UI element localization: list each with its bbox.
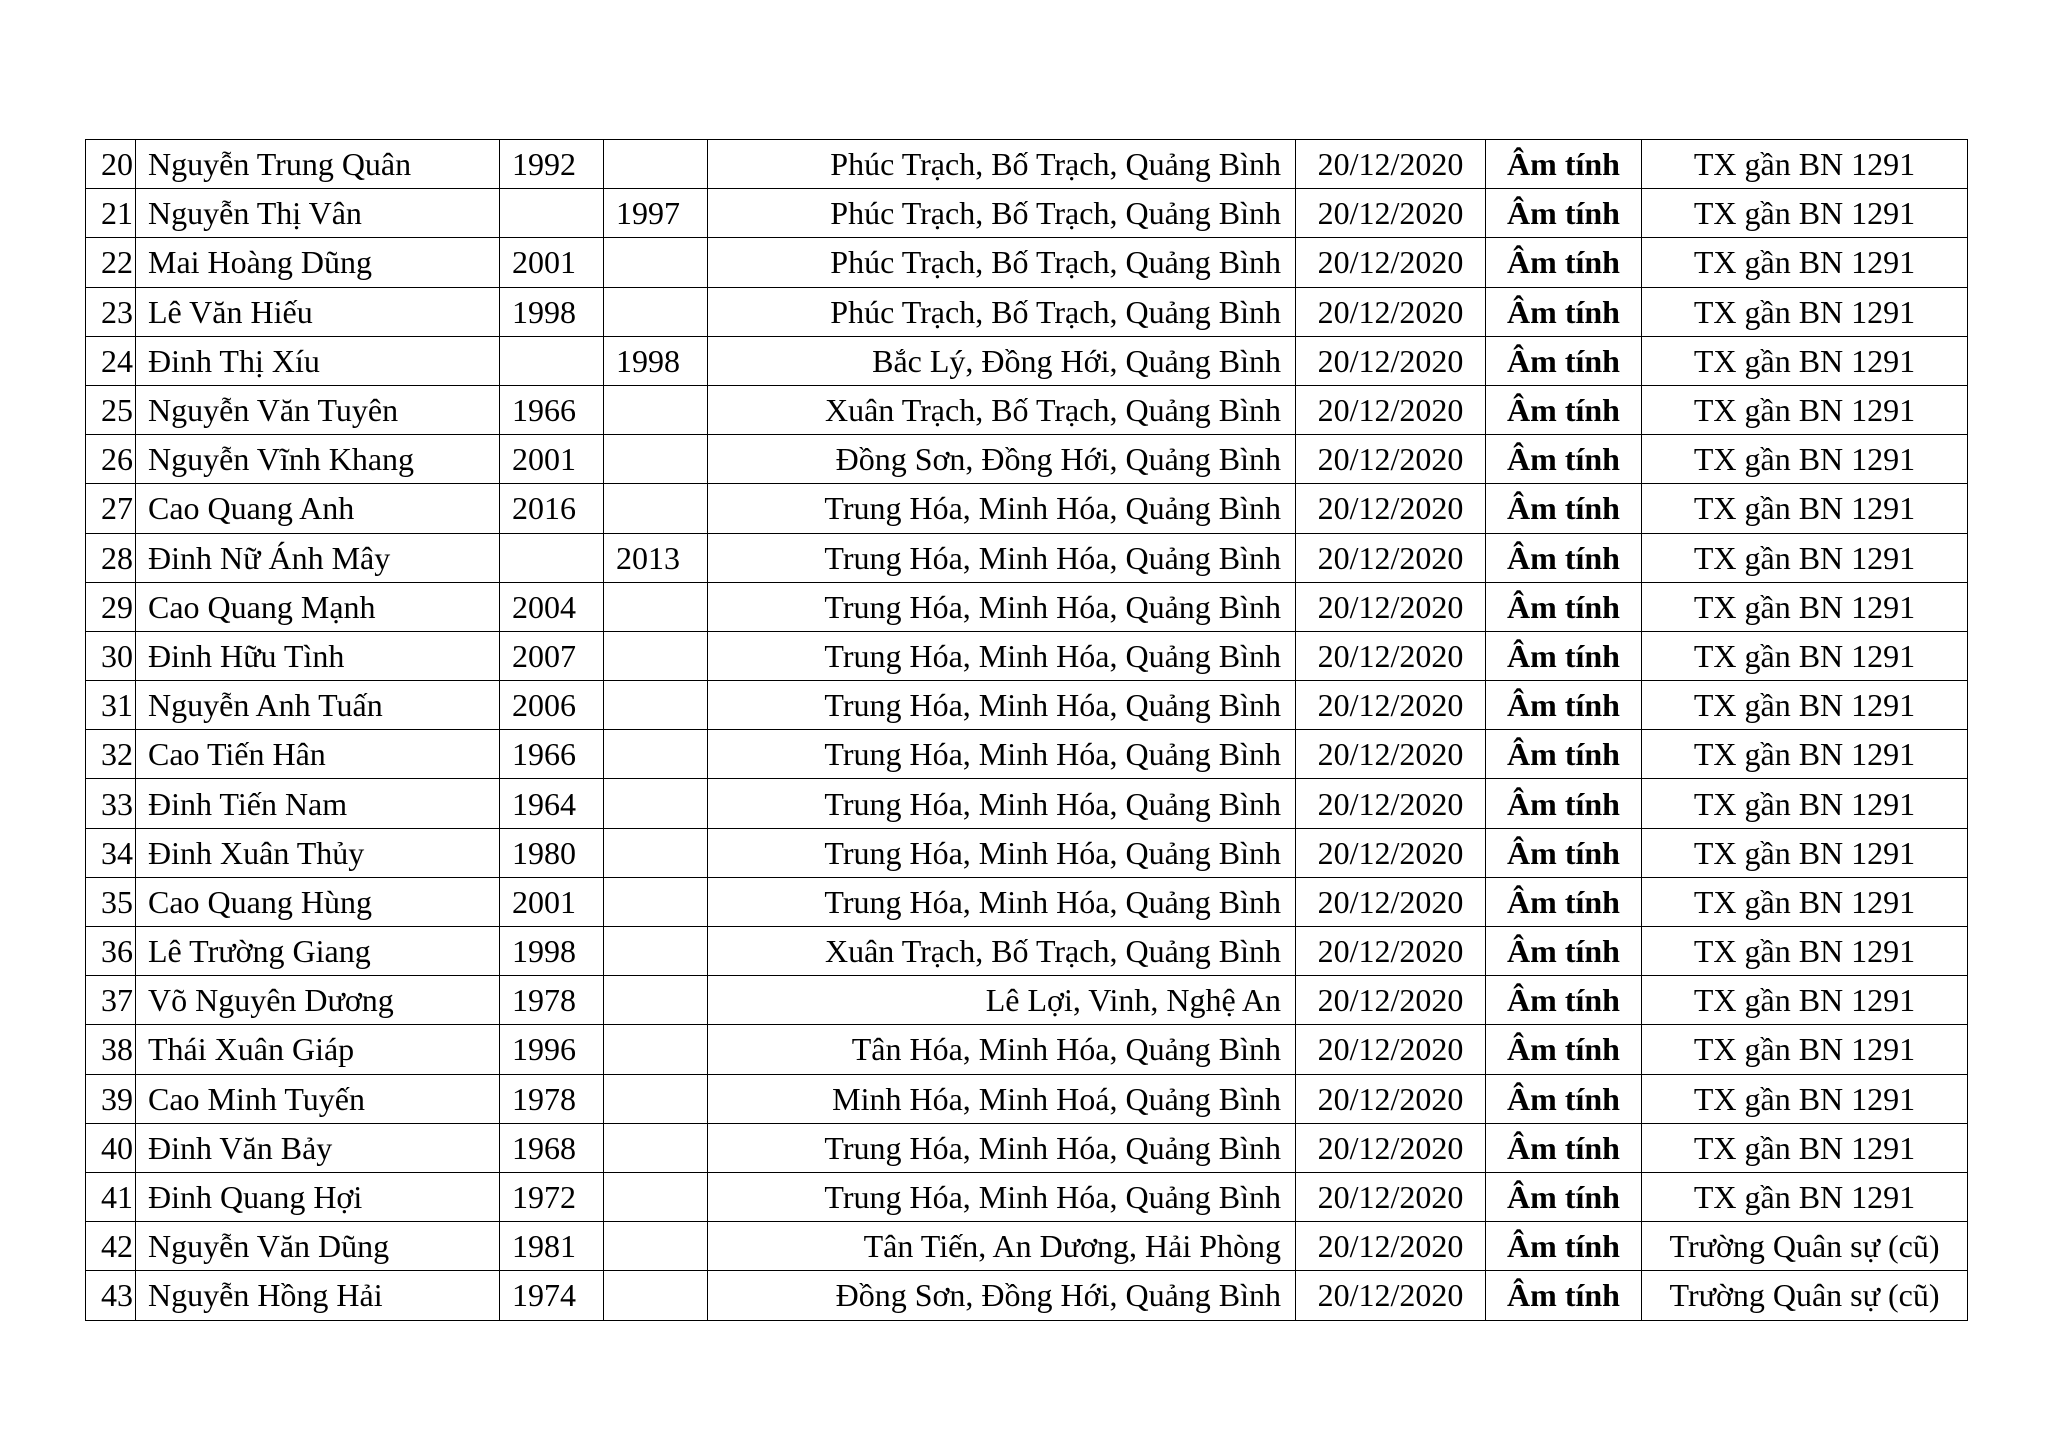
birth-year-male-cell: 1998 xyxy=(500,287,604,336)
note-cell: TX gần BN 1291 xyxy=(1642,976,1968,1025)
table-row xyxy=(86,828,1968,877)
table-row xyxy=(86,730,1968,779)
address-cell: Phúc Trạch, Bố Trạch, Quảng Bình xyxy=(708,189,1296,238)
address-cell: Trung Hóa, Minh Hóa, Quảng Bình xyxy=(708,631,1296,680)
table-row xyxy=(86,385,1968,434)
address-cell: Trung Hóa, Minh Hóa, Quảng Bình xyxy=(708,582,1296,631)
row-number-cell: 22 xyxy=(86,238,136,287)
row-number-cell: 28 xyxy=(86,533,136,582)
note-cell: TX gần BN 1291 xyxy=(1642,681,1968,730)
address-cell: Xuân Trạch, Bố Trạch, Quảng Bình xyxy=(708,385,1296,434)
table-row xyxy=(86,1074,1968,1123)
test-result-cell: Âm tính xyxy=(1486,484,1642,533)
birth-year-female-cell xyxy=(604,730,708,779)
note-cell: TX gần BN 1291 xyxy=(1642,779,1968,828)
table-row xyxy=(86,435,1968,484)
note-cell: TX gần BN 1291 xyxy=(1642,582,1968,631)
test-result-cell: Âm tính xyxy=(1486,1025,1642,1074)
address-cell: Xuân Trạch, Bố Trạch, Quảng Bình xyxy=(708,927,1296,976)
table-row xyxy=(86,631,1968,680)
address-cell: Lê Lợi, Vinh, Nghệ An xyxy=(708,976,1296,1025)
address-cell: Trung Hóa, Minh Hóa, Quảng Bình xyxy=(708,484,1296,533)
row-number-cell: 20 xyxy=(86,140,136,189)
birth-year-male-cell: 2001 xyxy=(500,877,604,926)
table-row xyxy=(86,976,1968,1025)
birth-year-female-cell: 1997 xyxy=(604,189,708,238)
table-row xyxy=(86,1222,1968,1271)
full-name-cell: Lê Trường Giang xyxy=(136,927,500,976)
note-cell: TX gần BN 1291 xyxy=(1642,385,1968,434)
full-name-cell: Đinh Thị Xíu xyxy=(136,336,500,385)
full-name-cell: Cao Quang Hùng xyxy=(136,877,500,926)
birth-year-male-cell: 2004 xyxy=(500,582,604,631)
birth-year-male-cell: 2007 xyxy=(500,631,604,680)
note-cell: Trường Quân sự (cũ) xyxy=(1642,1271,1968,1320)
sample-date-cell: 20/12/2020 xyxy=(1296,730,1486,779)
birth-year-male-cell: 1964 xyxy=(500,779,604,828)
test-result-cell: Âm tính xyxy=(1486,582,1642,631)
table-body xyxy=(86,140,1968,1321)
note-cell: TX gần BN 1291 xyxy=(1642,828,1968,877)
sample-date-cell: 20/12/2020 xyxy=(1296,976,1486,1025)
birth-year-male-cell: 1978 xyxy=(500,976,604,1025)
address-cell: Trung Hóa, Minh Hóa, Quảng Bình xyxy=(708,730,1296,779)
row-number-cell: 37 xyxy=(86,976,136,1025)
test-result-cell: Âm tính xyxy=(1486,287,1642,336)
birth-year-male-cell: 1978 xyxy=(500,1074,604,1123)
sample-date-cell: 20/12/2020 xyxy=(1296,877,1486,926)
row-number-cell: 41 xyxy=(86,1172,136,1221)
test-result-cell: Âm tính xyxy=(1486,730,1642,779)
birth-year-female-cell xyxy=(604,1271,708,1320)
test-result-cell: Âm tính xyxy=(1486,1172,1642,1221)
full-name-cell: Nguyễn Văn Tuyên xyxy=(136,385,500,434)
test-results-table xyxy=(85,139,1968,1321)
table-row xyxy=(86,1123,1968,1172)
full-name-cell: Cao Tiến Hân xyxy=(136,730,500,779)
sample-date-cell: 20/12/2020 xyxy=(1296,582,1486,631)
birth-year-female-cell xyxy=(604,828,708,877)
sample-date-cell: 20/12/2020 xyxy=(1296,533,1486,582)
full-name-cell: Nguyễn Văn Dũng xyxy=(136,1222,500,1271)
birth-year-female-cell xyxy=(604,631,708,680)
note-cell: TX gần BN 1291 xyxy=(1642,435,1968,484)
note-cell: TX gần BN 1291 xyxy=(1642,1123,1968,1172)
table-row xyxy=(86,681,1968,730)
test-result-cell: Âm tính xyxy=(1486,976,1642,1025)
full-name-cell: Nguyễn Vĩnh Khang xyxy=(136,435,500,484)
row-number-cell: 27 xyxy=(86,484,136,533)
test-result-cell: Âm tính xyxy=(1486,533,1642,582)
test-result-cell: Âm tính xyxy=(1486,1123,1642,1172)
address-cell: Trung Hóa, Minh Hóa, Quảng Bình xyxy=(708,877,1296,926)
birth-year-female-cell xyxy=(604,484,708,533)
sample-date-cell: 20/12/2020 xyxy=(1296,238,1486,287)
note-cell: TX gần BN 1291 xyxy=(1642,1025,1968,1074)
full-name-cell: Cao Quang Mạnh xyxy=(136,582,500,631)
note-cell: TX gần BN 1291 xyxy=(1642,533,1968,582)
sample-date-cell: 20/12/2020 xyxy=(1296,336,1486,385)
sample-date-cell: 20/12/2020 xyxy=(1296,1123,1486,1172)
row-number-cell: 39 xyxy=(86,1074,136,1123)
full-name-cell: Thái Xuân Giáp xyxy=(136,1025,500,1074)
address-cell: Phúc Trạch, Bố Trạch, Quảng Bình xyxy=(708,140,1296,189)
note-cell: TX gần BN 1291 xyxy=(1642,140,1968,189)
row-number-cell: 42 xyxy=(86,1222,136,1271)
birth-year-female-cell xyxy=(604,1123,708,1172)
row-number-cell: 38 xyxy=(86,1025,136,1074)
note-cell: TX gần BN 1291 xyxy=(1642,238,1968,287)
test-result-cell: Âm tính xyxy=(1486,927,1642,976)
birth-year-female-cell xyxy=(604,385,708,434)
table-row xyxy=(86,336,1968,385)
row-number-cell: 30 xyxy=(86,631,136,680)
full-name-cell: Đinh Hữu Tình xyxy=(136,631,500,680)
test-result-cell: Âm tính xyxy=(1486,1222,1642,1271)
birth-year-male-cell: 1966 xyxy=(500,385,604,434)
birth-year-male-cell: 1981 xyxy=(500,1222,604,1271)
birth-year-female-cell xyxy=(604,877,708,926)
birth-year-female-cell xyxy=(604,1025,708,1074)
full-name-cell: Đinh Văn Bảy xyxy=(136,1123,500,1172)
row-number-cell: 33 xyxy=(86,779,136,828)
sample-date-cell: 20/12/2020 xyxy=(1296,189,1486,238)
birth-year-female-cell xyxy=(604,582,708,631)
note-cell: TX gần BN 1291 xyxy=(1642,1172,1968,1221)
full-name-cell: Nguyễn Thị Vân xyxy=(136,189,500,238)
sample-date-cell: 20/12/2020 xyxy=(1296,435,1486,484)
birth-year-male-cell: 1992 xyxy=(500,140,604,189)
note-cell: TX gần BN 1291 xyxy=(1642,189,1968,238)
birth-year-male-cell: 2006 xyxy=(500,681,604,730)
test-result-cell: Âm tính xyxy=(1486,877,1642,926)
row-number-cell: 35 xyxy=(86,877,136,926)
table-row xyxy=(86,140,1968,189)
birth-year-female-cell xyxy=(604,779,708,828)
address-cell: Phúc Trạch, Bố Trạch, Quảng Bình xyxy=(708,238,1296,287)
sample-date-cell: 20/12/2020 xyxy=(1296,828,1486,877)
birth-year-male-cell: 1998 xyxy=(500,927,604,976)
test-result-cell: Âm tính xyxy=(1486,828,1642,877)
note-cell: Trường Quân sự (cũ) xyxy=(1642,1222,1968,1271)
sample-date-cell: 20/12/2020 xyxy=(1296,287,1486,336)
sample-date-cell: 20/12/2020 xyxy=(1296,1271,1486,1320)
row-number-cell: 26 xyxy=(86,435,136,484)
note-cell: TX gần BN 1291 xyxy=(1642,877,1968,926)
full-name-cell: Đinh Xuân Thủy xyxy=(136,828,500,877)
test-result-cell: Âm tính xyxy=(1486,238,1642,287)
birth-year-female-cell xyxy=(604,681,708,730)
full-name-cell: Mai Hoàng Dũng xyxy=(136,238,500,287)
sample-date-cell: 20/12/2020 xyxy=(1296,1172,1486,1221)
test-result-cell: Âm tính xyxy=(1486,336,1642,385)
address-cell: Đồng Sơn, Đồng Hới, Quảng Bình xyxy=(708,1271,1296,1320)
note-cell: TX gần BN 1291 xyxy=(1642,631,1968,680)
test-result-cell: Âm tính xyxy=(1486,189,1642,238)
address-cell: Trung Hóa, Minh Hóa, Quảng Bình xyxy=(708,779,1296,828)
birth-year-female-cell xyxy=(604,1172,708,1221)
test-result-cell: Âm tính xyxy=(1486,435,1642,484)
birth-year-male-cell: 2016 xyxy=(500,484,604,533)
sample-date-cell: 20/12/2020 xyxy=(1296,140,1486,189)
birth-year-male-cell: 1996 xyxy=(500,1025,604,1074)
birth-year-male-cell: 1974 xyxy=(500,1271,604,1320)
note-cell: TX gần BN 1291 xyxy=(1642,1074,1968,1123)
table-row xyxy=(86,533,1968,582)
sample-date-cell: 20/12/2020 xyxy=(1296,1222,1486,1271)
table-row xyxy=(86,287,1968,336)
row-number-cell: 40 xyxy=(86,1123,136,1172)
note-cell: TX gần BN 1291 xyxy=(1642,927,1968,976)
test-result-cell: Âm tính xyxy=(1486,631,1642,680)
sample-date-cell: 20/12/2020 xyxy=(1296,484,1486,533)
test-result-cell: Âm tính xyxy=(1486,1271,1642,1320)
birth-year-female-cell xyxy=(604,238,708,287)
address-cell: Trung Hóa, Minh Hóa, Quảng Bình xyxy=(708,533,1296,582)
birth-year-male-cell: 1980 xyxy=(500,828,604,877)
test-result-cell: Âm tính xyxy=(1486,681,1642,730)
table-row xyxy=(86,189,1968,238)
full-name-cell: Võ Nguyên Dương xyxy=(136,976,500,1025)
table-row xyxy=(86,582,1968,631)
address-cell: Tân Hóa, Minh Hóa, Quảng Bình xyxy=(708,1025,1296,1074)
address-cell: Trung Hóa, Minh Hóa, Quảng Bình xyxy=(708,1172,1296,1221)
row-number-cell: 36 xyxy=(86,927,136,976)
birth-year-female-cell: 1998 xyxy=(604,336,708,385)
table-row xyxy=(86,779,1968,828)
sample-date-cell: 20/12/2020 xyxy=(1296,385,1486,434)
table-row xyxy=(86,877,1968,926)
address-cell: Minh Hóa, Minh Hoá, Quảng Bình xyxy=(708,1074,1296,1123)
birth-year-male-cell xyxy=(500,336,604,385)
note-cell: TX gần BN 1291 xyxy=(1642,336,1968,385)
birth-year-male-cell: 1968 xyxy=(500,1123,604,1172)
address-cell: Tân Tiến, An Dương, Hải Phòng xyxy=(708,1222,1296,1271)
row-number-cell: 34 xyxy=(86,828,136,877)
row-number-cell: 31 xyxy=(86,681,136,730)
address-cell: Trung Hóa, Minh Hóa, Quảng Bình xyxy=(708,1123,1296,1172)
address-cell: Phúc Trạch, Bố Trạch, Quảng Bình xyxy=(708,287,1296,336)
full-name-cell: Nguyễn Trung Quân xyxy=(136,140,500,189)
test-result-cell: Âm tính xyxy=(1486,1074,1642,1123)
sample-date-cell: 20/12/2020 xyxy=(1296,779,1486,828)
full-name-cell: Cao Quang Anh xyxy=(136,484,500,533)
table-row xyxy=(86,238,1968,287)
row-number-cell: 32 xyxy=(86,730,136,779)
table-row xyxy=(86,927,1968,976)
address-cell: Đồng Sơn, Đồng Hới, Quảng Bình xyxy=(708,435,1296,484)
row-number-cell: 43 xyxy=(86,1271,136,1320)
sample-date-cell: 20/12/2020 xyxy=(1296,1025,1486,1074)
birth-year-female-cell xyxy=(604,435,708,484)
test-result-cell: Âm tính xyxy=(1486,779,1642,828)
test-result-cell: Âm tính xyxy=(1486,140,1642,189)
note-cell: TX gần BN 1291 xyxy=(1642,287,1968,336)
full-name-cell: Cao Minh Tuyến xyxy=(136,1074,500,1123)
birth-year-female-cell xyxy=(604,287,708,336)
row-number-cell: 21 xyxy=(86,189,136,238)
birth-year-male-cell: 2001 xyxy=(500,435,604,484)
row-number-cell: 25 xyxy=(86,385,136,434)
birth-year-male-cell: 2001 xyxy=(500,238,604,287)
note-cell: TX gần BN 1291 xyxy=(1642,484,1968,533)
full-name-cell: Đinh Tiến Nam xyxy=(136,779,500,828)
full-name-cell: Nguyễn Hồng Hải xyxy=(136,1271,500,1320)
birth-year-male-cell xyxy=(500,189,604,238)
full-name-cell: Nguyễn Anh Tuấn xyxy=(136,681,500,730)
birth-year-male-cell: 1972 xyxy=(500,1172,604,1221)
address-cell: Trung Hóa, Minh Hóa, Quảng Bình xyxy=(708,681,1296,730)
row-number-cell: 29 xyxy=(86,582,136,631)
birth-year-male-cell: 1966 xyxy=(500,730,604,779)
row-number-cell: 24 xyxy=(86,336,136,385)
birth-year-female-cell xyxy=(604,927,708,976)
sample-date-cell: 20/12/2020 xyxy=(1296,927,1486,976)
birth-year-female-cell xyxy=(604,1222,708,1271)
full-name-cell: Lê Văn Hiếu xyxy=(136,287,500,336)
sample-date-cell: 20/12/2020 xyxy=(1296,631,1486,680)
table-row xyxy=(86,1025,1968,1074)
address-cell: Trung Hóa, Minh Hóa, Quảng Bình xyxy=(708,828,1296,877)
birth-year-female-cell: 2013 xyxy=(604,533,708,582)
birth-year-female-cell xyxy=(604,1074,708,1123)
birth-year-female-cell xyxy=(604,140,708,189)
address-cell: Bắc Lý, Đồng Hới, Quảng Bình xyxy=(708,336,1296,385)
birth-year-female-cell xyxy=(604,976,708,1025)
test-result-cell: Âm tính xyxy=(1486,385,1642,434)
table-row xyxy=(86,484,1968,533)
sample-date-cell: 20/12/2020 xyxy=(1296,681,1486,730)
table-row xyxy=(86,1172,1968,1221)
sample-date-cell: 20/12/2020 xyxy=(1296,1074,1486,1123)
note-cell: TX gần BN 1291 xyxy=(1642,730,1968,779)
birth-year-male-cell xyxy=(500,533,604,582)
table-row xyxy=(86,1271,1968,1320)
row-number-cell: 23 xyxy=(86,287,136,336)
full-name-cell: Đinh Quang Hợi xyxy=(136,1172,500,1221)
full-name-cell: Đinh Nữ Ánh Mây xyxy=(136,533,500,582)
